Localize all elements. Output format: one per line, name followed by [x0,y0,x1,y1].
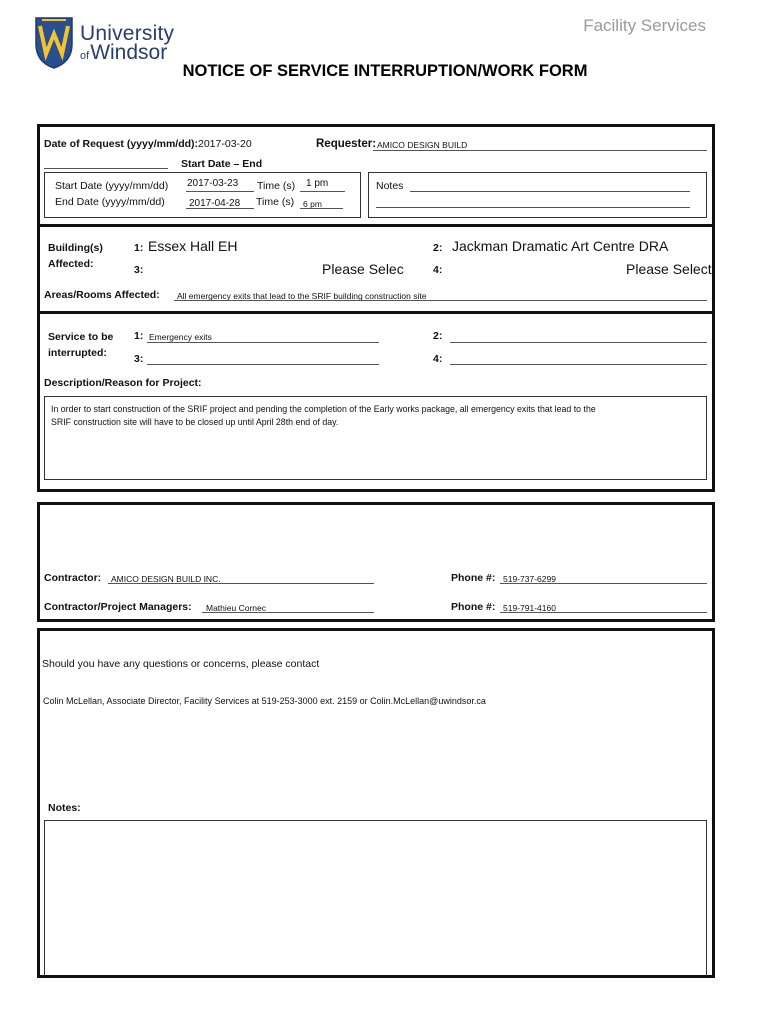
service-3-underline[interactable] [147,364,379,365]
logo-text-university: University [80,22,175,45]
start-time-underline [300,191,345,192]
department-name: Facility Services [583,16,706,35]
end-date-value[interactable]: 2017-04-28 [189,198,241,209]
end-date-label: End Date (yyyy/mm/dd) [55,196,165,208]
notes-box [368,172,707,218]
service-1-number: 1: [134,330,144,342]
request-notes-line-2 [376,207,690,208]
service-2-number: 2: [433,330,443,342]
building-1-select[interactable]: Essex Hall EH [148,238,238,254]
phone-2-label: Phone #: [451,601,496,613]
request-notes-label: Notes [376,180,404,192]
building-3-number: 3: [134,264,144,276]
start-time-label: Time (s) [257,180,296,192]
start-date-label: Start Date (yyyy/mm/dd) [55,180,169,192]
end-time-value[interactable]: 6 pm [303,199,322,209]
building-1-number: 1: [134,242,144,254]
service-2-underline[interactable] [450,342,707,343]
end-time-underline [300,208,343,209]
building-3-select[interactable]: Please Selec [322,261,404,277]
phone-2-underline [500,612,707,613]
phone-1-underline [500,583,707,584]
request-notes-line-1 [410,191,690,192]
service-4-number: 4: [433,353,443,365]
start-date-underline [186,191,254,192]
description-line-2: SRIF construction site will have to be closed up until April 28th end of day. [51,417,339,427]
contractor-label: Contractor: [44,572,102,584]
start-end-heading: Start Date – End [181,158,263,170]
date-of-request-value[interactable]: 2017-03-20 [198,138,252,150]
service-1-underline [147,342,379,343]
description-label: Description/Reason for Project: [44,377,202,389]
service-1-value[interactable]: Emergency exits [149,332,212,342]
phone-1-value[interactable]: 519-737-6299 [503,574,556,584]
project-managers-value[interactable]: Mathieu Cornec [206,603,267,613]
date-of-request-label: Date of Request (yyyy/mm/dd): [44,138,199,150]
description-line-1: In order to start construction of the SRIF project and pending the completion of the Early works package, all emergency exits that lead to the [51,404,596,414]
requester-value[interactable]: AMICO DESIGN BUILD [377,140,468,150]
questions-text: Should you have any questions or concerns, please contact [42,658,320,670]
buildings-label-line2: Affected: [48,258,94,270]
project-managers-label: Contractor/Project Managers: [44,601,192,613]
requester-label: Requester: [316,138,377,150]
contact-text: Colin McLellan, Associate Director, Facility Services at 519-253-3000 ext. 2159 or Colin.McLellan@uwindsor.ca [43,696,486,706]
contractor-underline [108,583,374,584]
buildings-divider [37,311,715,314]
contractor-value[interactable]: AMICO DESIGN BUILD INC. [111,574,221,584]
form-title: NOTICE OF SERVICE INTERRUPTION/WORK FORM [182,62,588,80]
project-managers-underline [202,612,374,613]
notes-area[interactable] [44,820,707,976]
building-4-select[interactable]: Please Select [626,261,712,277]
phone-2-value[interactable]: 519-791-4160 [503,603,556,613]
service-4-underline[interactable] [450,364,707,365]
logo-text-of: of [80,50,90,62]
buildings-label-line1: Building(s) [48,242,103,254]
building-4-number: 4: [433,264,443,276]
building-2-number: 2: [433,242,443,254]
areas-rooms-underline [174,300,707,301]
areas-rooms-value[interactable]: All emergency exits that lead to the SRIF building construction site [177,291,427,301]
start-date-value[interactable]: 2017-03-23 [187,178,239,189]
start-time-value[interactable]: 1 pm [306,178,329,189]
areas-rooms-label: Areas/Rooms Affected: [44,289,160,301]
building-2-select[interactable]: Jackman Dramatic Art Centre DRA [452,238,669,254]
end-date-underline [186,208,254,209]
notes-label: Notes: [48,802,81,814]
service-label-line1: Service to be [48,331,114,343]
request-divider [37,224,715,227]
phone-1-label: Phone #: [451,572,496,584]
logo-text-windsor-word: Windsor [90,41,168,64]
end-time-label: Time (s) [256,196,295,208]
service-3-number: 3: [134,353,144,365]
date-continuation-underline [44,168,168,169]
service-label-line2: interrupted: [48,347,107,359]
requester-underline [373,150,707,151]
